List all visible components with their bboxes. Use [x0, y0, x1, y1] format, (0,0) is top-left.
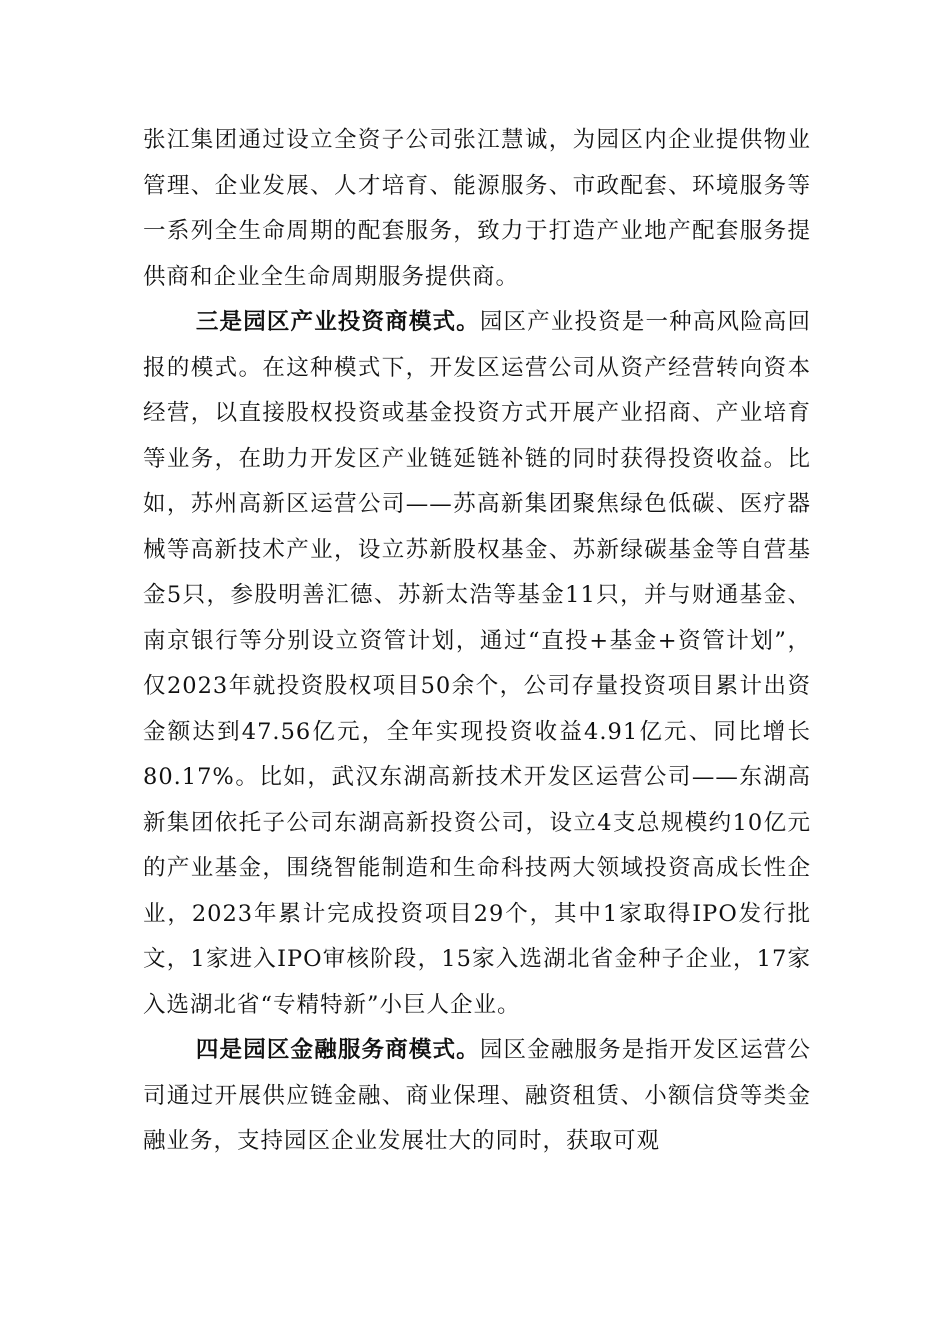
paragraph-2 — [143, 300, 811, 1028]
paragraph-3 — [143, 1028, 811, 1165]
document-body — [143, 118, 811, 1165]
paragraph-1 — [143, 118, 811, 300]
paragraph-3-heading: 四是园区金融服务商模式。 — [195, 1037, 480, 1063]
paragraph-2-heading: 三是园区产业投资商模式。 — [195, 309, 480, 335]
paragraph-1-text: 张江集团通过设立全资子公司张江慧诚，为园区内企业提供物业管理、企业发展、人才培育、能源服务、市政配套、环境服务等一系列全生命周期的配套服务，致力于打造产业地产配套服务提供商和企业全生命周期服务提供商。 — [143, 127, 811, 290]
paragraph-2-text: 园区产业投资是一种高风险高回报的模式。在这种模式下，开发区运营公司从资产经营转向资本经营，以直接股权投资或基金投资方式开展产业招商、产业培育等业务，在助力开发区产业链延链补链的同时获得投资收益。比如，苏州高新区运营公司——苏高新集团聚焦绿色低碳、医疗器械等高新技术产业，设立苏新股权基金、苏新绿碳基金等自营基金5只，参股明善汇德、苏新太浩等基金11只，并与财通基金、南京银行等分别设立资管计划，通过“直投+基金+资管计划”，仅2023年就投资股权项目50余个，公司存量投资项目累计出资金额达到47.56亿元，全年实现投资收益4.91亿元、同比增长80.17%。比如，武汉东湖高新技术开发区运营公司——东湖高新集团依托子公司东湖高新投资公司，设立4支总规模约10亿元的产业基金，围绕智能制造和生命科技两大领域投资高成长性企业，2023年累计完成投资项目29个，其中1家取得IPO发行批文，1家进入IPO审核阶段，15家入选湖北省金种子企业，17家入选湖北省“专精特新”小巨人企业。 — [143, 309, 811, 1018]
paragraph-3-text: 园区金融服务是指开发区运营公司通过开展供应链金融、商业保理、融资租赁、小额信贷等类金融业务，支持园区企业发展壮大的同时，获取可观 — [143, 1037, 811, 1154]
